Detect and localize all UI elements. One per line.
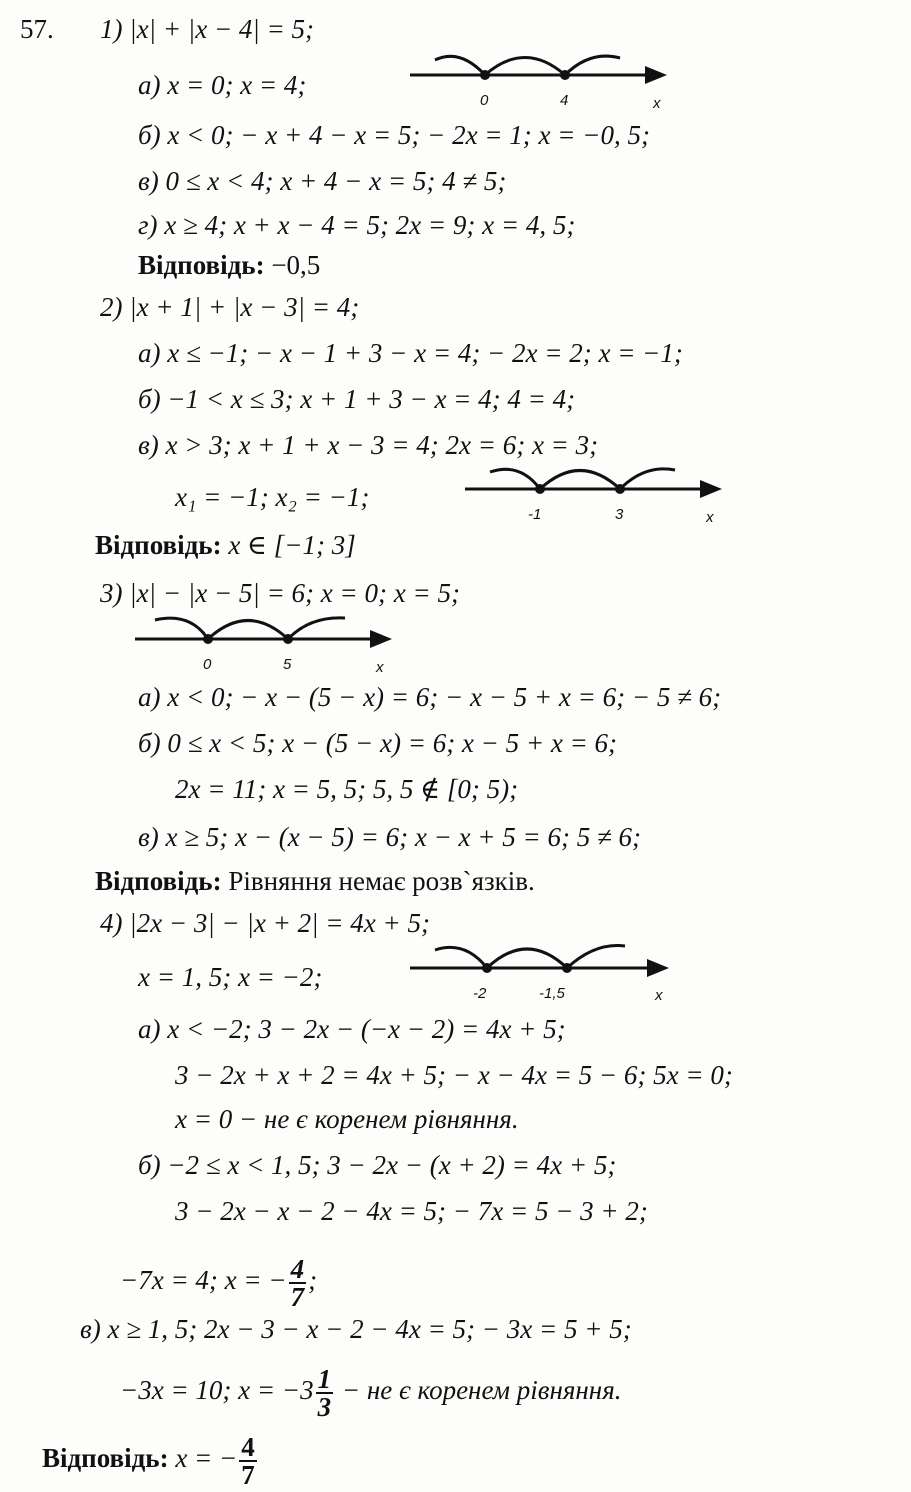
p2-roots: x₁ = −1; x₂ = −1; xyxy=(175,482,370,512)
p2-number-line xyxy=(460,462,740,532)
p1-case-a: а) x = 0; x = 4; xyxy=(138,70,307,100)
fraction-numerator: 1 xyxy=(317,1363,332,1394)
p4-case-a-cont: 3 − 2x + x + 2 = 4x + 5; − x − 4x = 5 − 6; 5x = 0; xyxy=(175,1060,733,1090)
p4-axis-label: x xyxy=(655,987,663,1004)
p1-answer-value: −0,5 xyxy=(264,250,321,280)
p2-case-a: а) x ≤ −1; − x − 1 + 3 − x = 4; − 2x = 2; x = −1; xyxy=(138,338,683,368)
p2-tick-2: 3 xyxy=(615,506,624,523)
answer-label: Відповідь: xyxy=(42,1443,169,1473)
fraction xyxy=(316,1363,334,1422)
p4-v2-text: −3x = 10; x = −3 xyxy=(120,1375,314,1405)
p1-tick-2: 4 xyxy=(560,92,569,109)
p3-number-line xyxy=(130,612,410,678)
answer-label: Відповідь: xyxy=(138,250,265,280)
fraction-numerator: 4 xyxy=(290,1253,305,1284)
p3-tick-1: 0 xyxy=(203,656,212,673)
p4-critical-points: x = 1, 5; x = −2; xyxy=(138,962,323,992)
p4-v2-end: − не є коренем рівняння. xyxy=(335,1375,622,1405)
p3-answer-value: Рівняння немає розв`язків. xyxy=(221,866,535,896)
fraction-denominator: 7 xyxy=(290,1281,305,1312)
p3-case-b: б) 0 ≤ x < 5; x − (5 − x) = 6; x − 5 + x = 6; xyxy=(138,728,618,758)
p1-case-b: б) x < 0; − x + 4 − x = 5; − 2x = 1; x = −0, 5; xyxy=(138,120,650,150)
p4-tick-2: -1,5 xyxy=(539,985,565,1002)
fraction-denominator: 7 xyxy=(241,1459,255,1490)
p4-number-line xyxy=(405,940,685,1010)
p4-case-a-result: x = 0 − не є коренем рівняння. xyxy=(175,1104,519,1134)
p2-equation: 2) |x + 1| + |x − 3| = 4; xyxy=(100,292,360,322)
p2-case-b: б) −1 < x ≤ 3; x + 1 + 3 − x = 4; 4 = 4; xyxy=(138,384,576,414)
p1-case-g: г) x ≥ 4; x + x − 4 = 5; 2x = 9; x = 4, 5; xyxy=(138,210,576,240)
p4-case-b-cont: 3 − 2x − x − 2 − 4x = 5; − 7x = 5 − 3 + 2; xyxy=(175,1196,648,1226)
p4-case-b-result xyxy=(120,1250,317,1310)
p4-case-a: а) x < −2; 3 − 2x − (−x − 2) = 4x + 5; xyxy=(138,1014,566,1044)
p4-equation: 4) |2x − 3| − |x + 2| = 4x + 5; xyxy=(100,908,430,938)
p1-case-v: в) 0 ≤ x < 4; x + 4 − x = 5; 4 ≠ 5; xyxy=(138,166,507,196)
p1-axis-label: x xyxy=(653,95,661,112)
p4-answer xyxy=(42,1428,259,1488)
p2-tick-1: -1 xyxy=(528,506,542,523)
p4-case-b: б) −2 ≤ x < 1, 5; 3 − 2x − (x + 2) = 4x + 5; xyxy=(138,1150,617,1180)
p4-tick-1: -2 xyxy=(473,985,487,1002)
p4-b3-end: ; xyxy=(308,1265,318,1295)
fraction-denominator: 3 xyxy=(317,1391,332,1422)
p1-equation: 1) |x| + |x − 4| = 5; xyxy=(100,14,315,44)
p2-case-v: в) x > 3; x + 1 + x − 3 = 4; 2x = 6; x = 3; xyxy=(138,430,599,460)
fraction xyxy=(289,1253,307,1312)
p3-answer xyxy=(95,864,535,898)
p3-tick-2: 5 xyxy=(283,656,292,673)
p4-b3-text: −7x = 4; x = − xyxy=(120,1265,287,1295)
p1-number-line xyxy=(405,50,685,120)
p4-answer-value: x = − xyxy=(168,1443,238,1473)
p3-case-v: в) x ≥ 5; x − (x − 5) = 6; x − x + 5 = 6; 5 ≠ 6; xyxy=(138,822,642,852)
p3-case-a: а) x < 0; − x − (5 − x) = 6; − x − 5 + x = 6; − 5 ≠ 6; xyxy=(138,682,722,712)
p2-axis-label: x xyxy=(706,509,714,526)
p4-case-v-result xyxy=(120,1360,622,1420)
p2-answer-value: x ∈ [−1; 3] xyxy=(221,530,356,560)
answer-label: Відповідь: xyxy=(95,530,222,560)
answer-label: Відповідь: xyxy=(95,866,222,896)
p3-equation: 3) |x| − |x − 5| = 6; x = 0; x = 5; xyxy=(100,578,460,608)
p1-answer xyxy=(138,248,320,282)
problem-number: 57. xyxy=(20,14,54,44)
p1-tick-1: 0 xyxy=(480,92,489,109)
p3-case-b-cont: 2x = 11; x = 5, 5; 5, 5 ∉ [0; 5); xyxy=(175,774,519,804)
p3-axis-label: x xyxy=(376,659,384,676)
fraction-numerator: 4 xyxy=(241,1431,255,1462)
fraction xyxy=(239,1431,257,1490)
p2-answer xyxy=(95,528,356,562)
p4-case-v: в) x ≥ 1, 5; 2x − 3 − x − 2 − 4x = 5; − 3x = 5 + 5; xyxy=(80,1314,632,1344)
